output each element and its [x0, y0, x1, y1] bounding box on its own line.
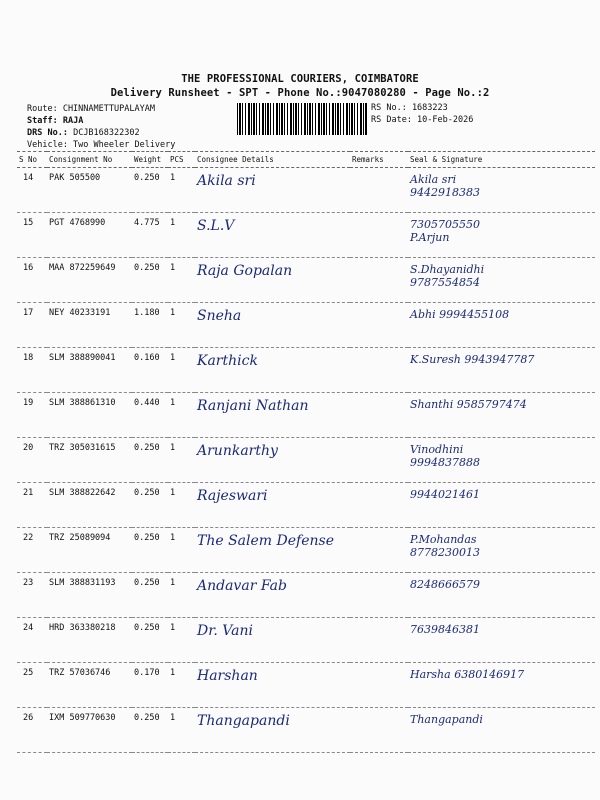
company-title: THE PROFESSIONAL COURIERS, COIMBATORE: [181, 73, 419, 85]
row-consignment-no: PAK 505500: [47, 168, 132, 213]
table-row: [17, 303, 595, 348]
row-seal-signature: Shanthi 9585797474: [408, 393, 595, 438]
row-remarks: [350, 258, 408, 303]
staff-label: Staff:: [27, 116, 58, 126]
row-remarks: [350, 303, 408, 348]
table-row: [17, 438, 595, 483]
row-weight: 1.180: [132, 303, 168, 348]
row-pcs: 1: [168, 573, 195, 618]
row-sno: 26: [17, 708, 47, 753]
runsheet-table: [17, 151, 595, 753]
row-pcs: 1: [168, 618, 195, 663]
staff-value: RAJA: [62, 116, 84, 126]
row-remarks: [350, 618, 408, 663]
row-pcs: 1: [168, 303, 195, 348]
row-sno: 18: [17, 348, 47, 393]
row-consignment-no: SLM 388890041: [47, 348, 132, 393]
table-row: [17, 573, 595, 618]
row-consignee: Arunkarthy: [195, 438, 350, 483]
row-seal-signature: Thangapandi: [408, 708, 595, 753]
row-sno: 17: [17, 303, 47, 348]
table-row: [17, 348, 595, 393]
row-weight: 0.250: [132, 438, 168, 483]
table-body: [17, 168, 595, 753]
row-weight: 0.250: [132, 258, 168, 303]
row-remarks: [350, 393, 408, 438]
drs-label: DRS No.:: [27, 128, 68, 138]
row-consignment-no: PGT 4768990: [47, 213, 132, 258]
row-sno: 14: [17, 168, 47, 213]
row-pcs: 1: [168, 348, 195, 393]
col-remarks: Remarks: [350, 152, 408, 168]
row-weight: 4.775: [132, 213, 168, 258]
row-weight: 0.250: [132, 573, 168, 618]
staff-line: [27, 116, 83, 126]
row-consignee: Ranjani Nathan: [195, 393, 350, 438]
row-consignment-no: TRZ 57036746: [47, 663, 132, 708]
row-pcs: 1: [168, 483, 195, 528]
drs-line: [27, 128, 140, 138]
row-pcs: 1: [168, 393, 195, 438]
table-row: [17, 168, 595, 213]
row-seal-signature: Akila sri 9442918383: [408, 168, 595, 213]
row-sno: 24: [17, 618, 47, 663]
row-remarks: [350, 168, 408, 213]
table-row: [17, 213, 595, 258]
row-consignment-no: TRZ 305031615: [47, 438, 132, 483]
row-pcs: 1: [168, 528, 195, 573]
row-remarks: [350, 213, 408, 258]
row-weight: 0.250: [132, 708, 168, 753]
row-sno: 21: [17, 483, 47, 528]
row-sno: 22: [17, 528, 47, 573]
row-consignee: Dr. Vani: [195, 618, 350, 663]
row-seal-signature: Vinodhini 9994837888: [408, 438, 595, 483]
row-remarks: [350, 348, 408, 393]
row-remarks: [350, 663, 408, 708]
row-pcs: 1: [168, 663, 195, 708]
row-consignee: Sneha: [195, 303, 350, 348]
col-consignee: Consignee Details: [195, 152, 350, 168]
row-consignee: Harshan: [195, 663, 350, 708]
row-sno: 15: [17, 213, 47, 258]
row-consignee: Andavar Fab: [195, 573, 350, 618]
runsheet-subtitle: Delivery Runsheet - SPT - Phone No.:9047080280 - Page No.:2: [110, 87, 490, 99]
row-sno: 23: [17, 573, 47, 618]
row-remarks: [350, 483, 408, 528]
row-remarks: [350, 438, 408, 483]
row-consignee: Akila sri: [195, 168, 350, 213]
row-sno: 20: [17, 438, 47, 483]
row-seal-signature: 7639846381: [408, 618, 595, 663]
row-consignee: The Salem Defense: [195, 528, 350, 573]
col-sno: S No: [17, 152, 47, 168]
row-consignment-no: HRD 363380218: [47, 618, 132, 663]
row-remarks: [350, 573, 408, 618]
row-sno: 25: [17, 663, 47, 708]
row-pcs: 1: [168, 708, 195, 753]
row-seal-signature: Abhi 9994455108: [408, 303, 595, 348]
row-seal-signature: 9944021461: [408, 483, 595, 528]
row-consignment-no: TRZ 25089094: [47, 528, 132, 573]
table-row: [17, 528, 595, 573]
vehicle-label: Vehicle: Two Wheeler Delivery: [27, 140, 176, 150]
row-consignee: Karthick: [195, 348, 350, 393]
table-row: [17, 618, 595, 663]
drs-value: DCJB168322302: [73, 128, 140, 138]
row-consignment-no: SLM 388861310: [47, 393, 132, 438]
row-weight: 0.250: [132, 168, 168, 213]
col-pcs: PCS: [168, 152, 195, 168]
table-header-row: [17, 152, 595, 168]
table-row: [17, 663, 595, 708]
row-consignee: S.L.V: [195, 213, 350, 258]
row-seal-signature: P.Mohandas 8778230013: [408, 528, 595, 573]
row-seal-signature: 7305705550 P.Arjun: [408, 213, 595, 258]
row-consignment-no: SLM 388831193: [47, 573, 132, 618]
row-pcs: 1: [168, 438, 195, 483]
row-weight: 0.440: [132, 393, 168, 438]
row-consignment-no: MAA 872259649: [47, 258, 132, 303]
row-weight: 0.160: [132, 348, 168, 393]
row-weight: 0.250: [132, 483, 168, 528]
row-weight: 0.250: [132, 528, 168, 573]
rs-number: RS No.: 1683223: [371, 103, 448, 113]
row-consignment-no: SLM 388822642: [47, 483, 132, 528]
row-pcs: 1: [168, 258, 195, 303]
table-row: [17, 258, 595, 303]
row-weight: 0.250: [132, 618, 168, 663]
row-remarks: [350, 528, 408, 573]
row-consignee: Thangapandi: [195, 708, 350, 753]
route-label: Route: CHINNAMETTUPALAYAM: [27, 104, 155, 114]
row-consignment-no: NEY 40233191: [47, 303, 132, 348]
barcode: [237, 103, 368, 135]
rs-date: RS Date: 10-Feb-2026: [371, 115, 474, 125]
table-row: [17, 393, 595, 438]
col-weight: Weight: [132, 152, 168, 168]
row-consignee: Rajeswari: [195, 483, 350, 528]
col-consignment: Consignment No: [47, 152, 132, 168]
row-weight: 0.170: [132, 663, 168, 708]
row-consignee: Raja Gopalan: [195, 258, 350, 303]
row-pcs: 1: [168, 168, 195, 213]
table-row: [17, 483, 595, 528]
row-seal-signature: 8248666579: [408, 573, 595, 618]
row-consignment-no: IXM 509770630: [47, 708, 132, 753]
row-seal-signature: S.Dhayanidhi 9787554854: [408, 258, 595, 303]
row-remarks: [350, 708, 408, 753]
row-sno: 16: [17, 258, 47, 303]
row-seal-signature: K.Suresh 9943947787: [408, 348, 595, 393]
table-row: [17, 708, 595, 753]
row-seal-signature: Harsha 6380146917: [408, 663, 595, 708]
col-seal: Seal & Signature: [408, 152, 595, 168]
row-sno: 19: [17, 393, 47, 438]
row-pcs: 1: [168, 213, 195, 258]
